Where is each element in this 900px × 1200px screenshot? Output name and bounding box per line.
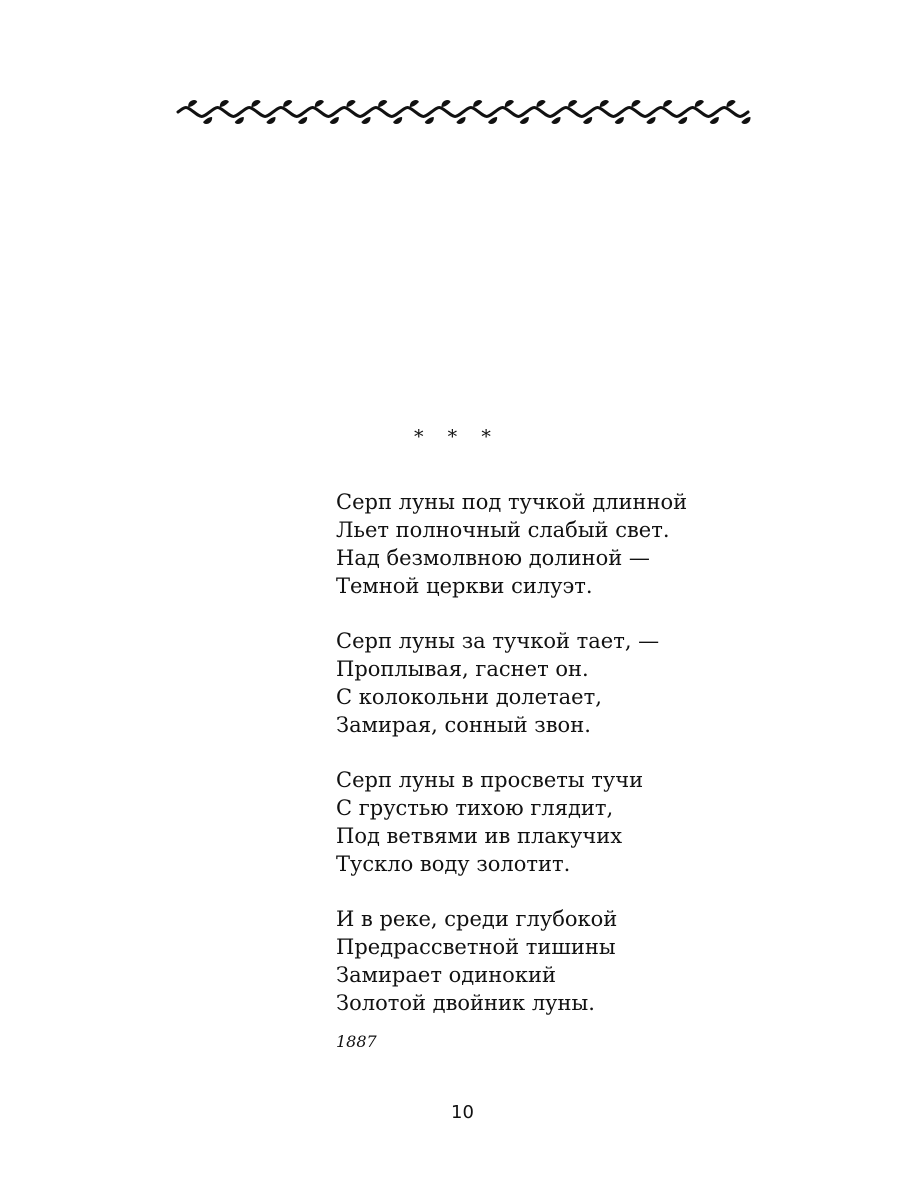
ornament-wave [178, 108, 748, 117]
poem-date: 1887 [336, 1032, 377, 1051]
ornament-leaf [188, 100, 197, 107]
poem-line: Над безмолвною долиной — [336, 546, 650, 570]
ornament-leaf [283, 100, 292, 107]
ornament-leaf [537, 100, 546, 107]
ornament-leaf [551, 117, 560, 124]
stanza-2 [336, 627, 756, 739]
ornament-leaf [235, 117, 244, 124]
ornament-leaf [663, 100, 672, 107]
ornament-leaf [410, 100, 419, 107]
ornament-leaf [378, 100, 387, 107]
poem-line: Предрассветной тишины [336, 935, 616, 959]
poem-line: Замирает одинокий [336, 963, 556, 987]
poem-line: С грустью тихою глядит, [336, 796, 614, 820]
poem-line: Под ветвями ив плакучих [336, 824, 623, 848]
ornament-leaf [347, 100, 356, 107]
ornament-leaf [442, 100, 451, 107]
ornament-leaf [615, 117, 624, 124]
poem-line: Серп луны за тучкой тает, — [336, 629, 660, 653]
poem-line: Льет полночный слабый свет. [336, 518, 670, 542]
ornament-leaf [330, 117, 339, 124]
ornament-leaf [203, 117, 212, 124]
ornament-leaf [678, 117, 687, 124]
ornament-leaf [710, 117, 719, 124]
ornament-leaf [298, 117, 307, 124]
ornament-leaf [220, 100, 229, 107]
ornament-leaf [315, 100, 324, 107]
poem-line: Золотой двойник луны. [336, 991, 595, 1015]
poem-line: Проплывая, гаснет он. [336, 657, 589, 681]
ornament-leaf [646, 117, 655, 124]
poem-line: Замирая, сонный звон. [336, 713, 591, 737]
ornament-leaf [473, 100, 482, 107]
stanza-3 [336, 766, 756, 878]
poem [336, 488, 756, 1044]
poem-line: Тускло воду золотит. [336, 852, 571, 876]
poem-line: И в реке, среди глубокой [336, 907, 618, 931]
ornament-leaf [266, 117, 275, 124]
ornament-leaf [583, 117, 592, 124]
vine-ornament-icon [170, 92, 756, 132]
ornament-leaf [505, 100, 514, 107]
stanza-1 [336, 488, 756, 600]
poem-line: Темной церкви силуэт. [336, 574, 593, 598]
ornament-leaf [520, 117, 529, 124]
ornament-leaf [741, 117, 750, 124]
ornament-leaf [488, 117, 497, 124]
section-divider-asterisks: * * * [414, 426, 491, 448]
ornament-leaf [425, 117, 434, 124]
page-number: 10 [451, 1102, 474, 1123]
ornament-leaf [600, 100, 609, 107]
ornament-leaf [568, 100, 577, 107]
ornament-leaf [727, 100, 736, 107]
ornament-leaf [456, 117, 465, 124]
stanza-4 [336, 905, 756, 1017]
ornament-leaf [393, 117, 402, 124]
poem-line: С колокольни долетает, [336, 685, 602, 709]
ornament-leaf [632, 100, 641, 107]
ornament-leaf [361, 117, 370, 124]
ornament-leaf [252, 100, 261, 107]
poem-line: Серп луны под тучкой длинной [336, 490, 688, 514]
ornament-leaf [695, 100, 704, 107]
poem-line: Серп луны в просветы тучи [336, 768, 644, 792]
